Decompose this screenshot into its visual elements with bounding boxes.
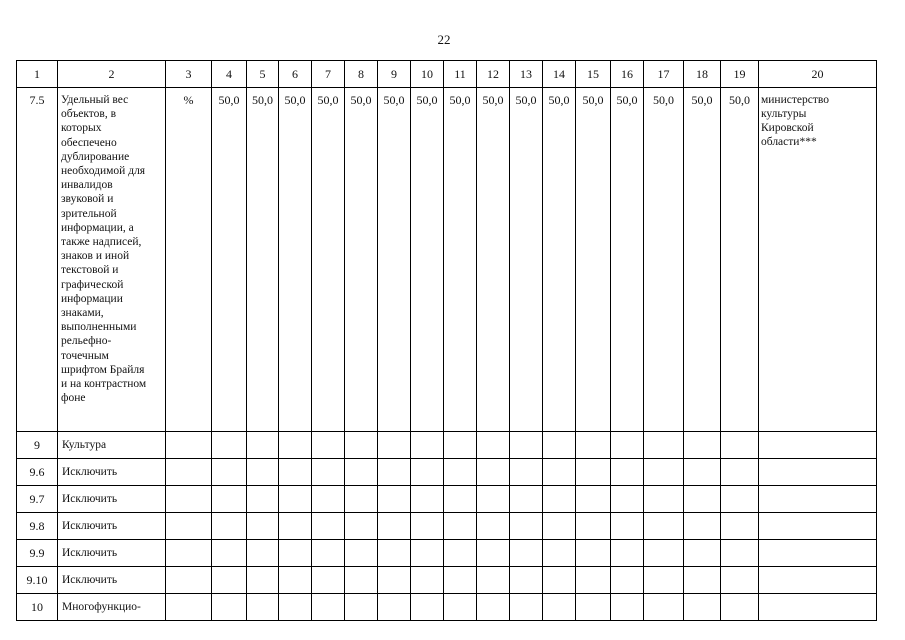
value-cell: 50,0 — [477, 88, 510, 432]
indicator-name-line: обеспечено — [61, 136, 117, 149]
empty-cell — [279, 432, 312, 459]
indicator-name-line: объектов, в — [61, 108, 117, 121]
indicator-name-line: рельефно- — [61, 335, 112, 348]
empty-cell — [444, 513, 477, 540]
column-header: 1 — [17, 61, 58, 88]
indicator-name-line: информации, а — [61, 221, 134, 234]
empty-cell — [345, 540, 378, 567]
table-row — [17, 432, 877, 459]
value-cell: 50,0 — [721, 88, 759, 432]
empty-cell — [684, 459, 721, 486]
empty-cell — [644, 594, 684, 621]
empty-cell — [477, 432, 510, 459]
empty-cell — [212, 486, 247, 513]
empty-cell — [212, 432, 247, 459]
empty-cell — [644, 432, 684, 459]
empty-cell — [312, 486, 345, 513]
empty-cell — [312, 567, 345, 594]
empty-cell — [247, 432, 279, 459]
empty-cell — [510, 513, 543, 540]
empty-cell — [247, 567, 279, 594]
empty-cell — [378, 513, 411, 540]
empty-cell — [576, 513, 611, 540]
value-cell: 50,0 — [444, 88, 477, 432]
empty-cell — [684, 540, 721, 567]
empty-cell — [644, 540, 684, 567]
empty-cell — [576, 486, 611, 513]
value-cell: 50,0 — [576, 88, 611, 432]
empty-cell — [611, 540, 644, 567]
empty-cell — [212, 594, 247, 621]
empty-cell — [759, 432, 877, 459]
empty-cell — [444, 486, 477, 513]
empty-cell — [378, 594, 411, 621]
empty-cell — [444, 567, 477, 594]
empty-cell — [345, 486, 378, 513]
empty-cell — [166, 486, 212, 513]
empty-cell — [247, 459, 279, 486]
row-name: Исключить — [58, 513, 166, 540]
empty-cell — [212, 459, 247, 486]
column-header: 8 — [345, 61, 378, 88]
empty-cell — [721, 459, 759, 486]
column-number-row — [17, 61, 877, 88]
empty-cell — [411, 459, 444, 486]
empty-cell — [477, 594, 510, 621]
empty-cell — [759, 486, 877, 513]
value-cell: 50,0 — [510, 88, 543, 432]
empty-cell — [411, 432, 444, 459]
column-header: 6 — [279, 61, 312, 88]
indicator-name-line: информации — [61, 292, 123, 305]
empty-cell — [721, 486, 759, 513]
value-cell: 50,0 — [684, 88, 721, 432]
empty-cell — [247, 486, 279, 513]
value-cell: 50,0 — [611, 88, 644, 432]
empty-cell — [576, 540, 611, 567]
empty-cell — [279, 567, 312, 594]
empty-cell — [510, 540, 543, 567]
empty-cell — [312, 594, 345, 621]
empty-cell — [166, 432, 212, 459]
table-row — [17, 459, 877, 486]
empty-cell — [684, 486, 721, 513]
empty-cell — [543, 486, 576, 513]
indicator-name-line: которых — [61, 122, 102, 135]
indicator-name-line: также надписей, — [61, 236, 142, 249]
responsible-line: области*** — [761, 136, 817, 148]
empty-cell — [510, 486, 543, 513]
indicator-name-line: и на контрастном — [61, 378, 147, 391]
responsible-line: Кировской — [761, 122, 814, 134]
empty-cell — [279, 540, 312, 567]
empty-cell — [166, 513, 212, 540]
empty-cell — [611, 432, 644, 459]
empty-cell — [212, 567, 247, 594]
responsible-cell — [759, 88, 877, 432]
row-number: 9.10 — [17, 567, 58, 594]
empty-cell — [345, 432, 378, 459]
empty-cell — [444, 459, 477, 486]
indicator-name-line: инвалидов — [61, 179, 113, 192]
indicator-name-line: точечным — [61, 349, 109, 362]
empty-cell — [212, 540, 247, 567]
indicator-name — [58, 88, 166, 432]
empty-cell — [543, 513, 576, 540]
empty-cell — [411, 567, 444, 594]
empty-cell — [759, 567, 877, 594]
empty-cell — [312, 513, 345, 540]
empty-cell — [477, 513, 510, 540]
column-header: 12 — [477, 61, 510, 88]
indicator-name-line: шрифтом Брайля — [61, 363, 145, 376]
empty-cell — [543, 567, 576, 594]
indicators-table — [16, 60, 877, 621]
column-header: 18 — [684, 61, 721, 88]
empty-cell — [611, 567, 644, 594]
empty-cell — [312, 540, 345, 567]
empty-cell — [721, 432, 759, 459]
empty-cell — [721, 567, 759, 594]
column-header: 4 — [212, 61, 247, 88]
empty-cell — [247, 513, 279, 540]
empty-cell — [345, 594, 378, 621]
empty-cell — [477, 540, 510, 567]
indicator-name-line: знаков и иной — [61, 250, 130, 263]
indicator-name-line: звуковой и — [61, 193, 114, 206]
empty-cell — [378, 432, 411, 459]
empty-cell — [721, 513, 759, 540]
empty-cell — [378, 567, 411, 594]
column-header: 15 — [576, 61, 611, 88]
indicator-name-line: знаками, — [61, 307, 104, 320]
empty-cell — [759, 459, 877, 486]
empty-cell — [510, 459, 543, 486]
empty-cell — [411, 486, 444, 513]
value-cell: 50,0 — [345, 88, 378, 432]
empty-cell — [576, 567, 611, 594]
empty-cell — [279, 459, 312, 486]
unit-cell: % — [166, 88, 212, 432]
row-number: 9.6 — [17, 459, 58, 486]
empty-cell — [279, 594, 312, 621]
empty-cell — [411, 594, 444, 621]
row-number: 7.5 — [17, 88, 58, 432]
indicator-name-line: дублирование — [61, 150, 130, 163]
column-header: 7 — [312, 61, 345, 88]
responsible-line: министерство — [761, 94, 829, 106]
empty-cell — [247, 594, 279, 621]
table-row — [17, 486, 877, 513]
empty-cell — [279, 513, 312, 540]
empty-cell — [510, 567, 543, 594]
empty-cell — [312, 459, 345, 486]
empty-cell — [444, 432, 477, 459]
value-cell: 50,0 — [279, 88, 312, 432]
empty-cell — [644, 567, 684, 594]
column-header: 20 — [759, 61, 877, 88]
empty-cell — [477, 486, 510, 513]
row-name: Исключить — [58, 486, 166, 513]
empty-cell — [510, 432, 543, 459]
empty-cell — [576, 459, 611, 486]
empty-cell — [684, 594, 721, 621]
table-row — [17, 594, 877, 621]
column-header: 19 — [721, 61, 759, 88]
empty-cell — [444, 540, 477, 567]
empty-cell — [684, 513, 721, 540]
empty-cell — [378, 540, 411, 567]
empty-cell — [684, 567, 721, 594]
value-cell: 50,0 — [312, 88, 345, 432]
column-header: 5 — [247, 61, 279, 88]
row-name: Исключить — [58, 567, 166, 594]
empty-cell — [644, 486, 684, 513]
empty-cell — [212, 513, 247, 540]
column-header: 13 — [510, 61, 543, 88]
empty-cell — [477, 567, 510, 594]
empty-cell — [378, 459, 411, 486]
empty-cell — [611, 486, 644, 513]
empty-cell — [644, 513, 684, 540]
empty-cell — [721, 540, 759, 567]
empty-cell — [166, 459, 212, 486]
column-header: 17 — [644, 61, 684, 88]
empty-cell — [576, 432, 611, 459]
row-name: Исключить — [58, 540, 166, 567]
empty-cell — [345, 459, 378, 486]
column-header: 10 — [411, 61, 444, 88]
row-name: Культура — [58, 432, 166, 459]
empty-cell — [543, 432, 576, 459]
column-header: 14 — [543, 61, 576, 88]
row-number: 9.9 — [17, 540, 58, 567]
empty-cell — [611, 513, 644, 540]
value-cell: 50,0 — [543, 88, 576, 432]
empty-cell — [644, 459, 684, 486]
empty-cell — [510, 594, 543, 621]
empty-cell — [477, 459, 510, 486]
responsible-line: культуры — [761, 108, 807, 120]
empty-cell — [378, 486, 411, 513]
value-cell: 50,0 — [378, 88, 411, 432]
indicator-name-line: зрительной — [61, 207, 117, 220]
table-row — [17, 513, 877, 540]
value-cell: 50,0 — [644, 88, 684, 432]
empty-cell — [543, 594, 576, 621]
empty-cell — [345, 567, 378, 594]
empty-cell — [312, 432, 345, 459]
empty-cell — [759, 513, 877, 540]
indicator-name-line: текстовой и — [61, 264, 119, 277]
empty-cell — [721, 594, 759, 621]
indicator-name-line: необходимой для — [61, 165, 146, 178]
empty-cell — [279, 486, 312, 513]
column-header: 9 — [378, 61, 411, 88]
empty-cell — [166, 594, 212, 621]
table-row — [17, 567, 877, 594]
indicator-name-line: графической — [61, 278, 124, 291]
value-cell: 50,0 — [247, 88, 279, 432]
indicator-name-line: выполненными — [61, 321, 137, 334]
row-name: Многофункцио- — [58, 594, 166, 621]
page-number: 22 — [437, 32, 451, 47]
table-row — [17, 540, 877, 567]
empty-cell — [543, 540, 576, 567]
empty-cell — [411, 513, 444, 540]
empty-cell — [166, 540, 212, 567]
row-number: 10 — [17, 594, 58, 621]
empty-cell — [611, 594, 644, 621]
indicator-name-line: Удельный вес — [61, 94, 129, 106]
empty-cell — [576, 594, 611, 621]
column-header: 11 — [444, 61, 477, 88]
row-number: 9.8 — [17, 513, 58, 540]
value-cell: 50,0 — [411, 88, 444, 432]
empty-cell — [611, 459, 644, 486]
empty-cell — [759, 540, 877, 567]
row-number: 9 — [17, 432, 58, 459]
table-row — [17, 88, 877, 432]
column-header: 2 — [58, 61, 166, 88]
empty-cell — [247, 540, 279, 567]
empty-cell — [444, 594, 477, 621]
empty-cell — [411, 540, 444, 567]
indicator-name-line: фоне — [61, 392, 86, 405]
column-header: 3 — [166, 61, 212, 88]
empty-cell — [759, 594, 877, 621]
empty-cell — [345, 513, 378, 540]
empty-cell — [543, 459, 576, 486]
empty-cell — [684, 432, 721, 459]
row-name: Исключить — [58, 459, 166, 486]
value-cell: 50,0 — [212, 88, 247, 432]
column-header: 16 — [611, 61, 644, 88]
row-number: 9.7 — [17, 486, 58, 513]
empty-cell — [166, 567, 212, 594]
